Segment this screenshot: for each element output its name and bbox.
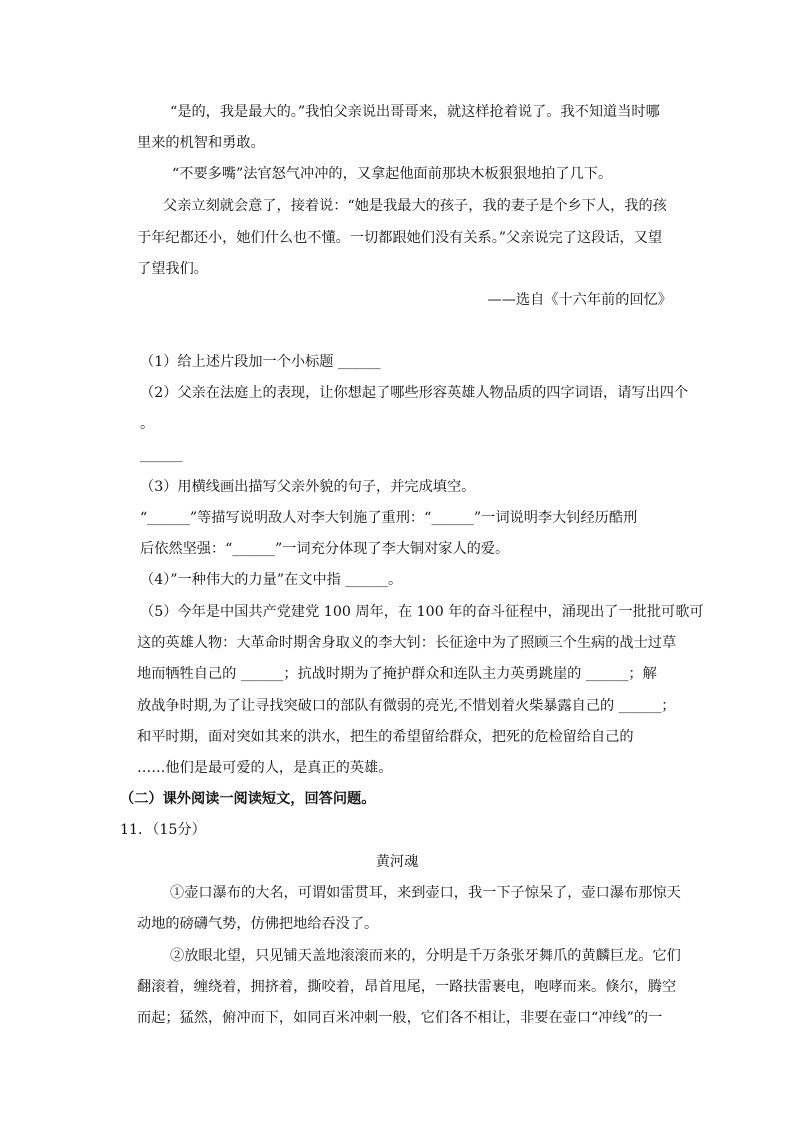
article-line-1: ①壶口瀑布的大名，可谓如雷贯耳，来到壶口，我一下子惊呆了，壶口瀑布那惊天 — [170, 885, 681, 901]
question-line-8: （4）”一种伟大的力量”在文中指 ______。 — [140, 572, 403, 588]
question-line-2: （2）父亲在法庭上的表现，让你想起了哪些形容英雄人物品质的四字词语，请写出四个 — [140, 385, 689, 401]
article-line-2: 动地的磅礴气势，仿佛把地给吞没了。 — [137, 916, 379, 932]
passage-line-3: “不要多嘴”法官怒气冲冲的，又拿起他面前那块木板狠狠地拍了几下。 — [172, 166, 613, 182]
question-line-9: （5）今年是中国共产党建党 100 周年，在 100 年的奋斗征程中，涌现出了一批批可歌可 — [140, 604, 704, 620]
question-line-12: 放战争时期,为了让寻找突破口的部队有微弱的亮光,不惜划着火柴暴露自己的 ______； — [137, 698, 676, 714]
question-line-10: 这的英雄人物：大革命时期舍身取义的李大钊：长征途中为了照顾三个生病的战士过草 — [137, 635, 677, 651]
question-line-11: 地而牺牲自己的 ______；抗战时期为了掩护群众和连队主力英勇跳崖的 ______；解 — [137, 666, 657, 682]
question-line-7: 后依然坚强：“______”一词充分体现了李大铜对家人的爱。 — [140, 541, 510, 557]
passage-source: ——选自《十六年前的回忆》 — [487, 292, 672, 308]
question-line-1: （1）给上述片段加一个小标题 ______ — [140, 354, 381, 370]
question-line-13: 和平时期，面对突如其来的洪水，把生的希望留给群众，把死的危检留给自己的 — [137, 729, 634, 745]
question-line-3: 。 — [140, 416, 155, 432]
article-line-4: 翻滚着，缠绕着，拥挤着，撕咬着，昂首甩尾，一路扶雷裹电，咆哮而来。倏尔，腾空 — [137, 979, 677, 995]
article-line-3: ②放眼北望，只见铺天盖地滚滚而来的，分明是千万条张牙舞爪的黄麟巨龙。它们 — [170, 948, 681, 964]
passage-line-6: 了望我们。 — [137, 261, 208, 277]
question-line-14: ……他们是最可爱的人，是真正的英雄。 — [137, 760, 393, 776]
question-line-6: “______”等描写说明敌人对李大钊施了重刑：“______”一词说明李大钊经历酷刑 — [140, 510, 638, 526]
passage-line-4: 父亲立刻就会意了，接着说：“她是我最大的孩子，我的妻子是个乡下人，我的孩 — [163, 198, 667, 214]
article-line-5: 而起；猛然，俯冲而下，如同百米冲刺一般，它们各不相让，非要在壶口“冲线”的一 — [137, 1010, 663, 1026]
passage-line-2: 里来的机智和勇敢。 — [137, 135, 265, 151]
question-line-5: （3）用横线画出描写父亲外貌的句子，并完成填空。 — [140, 479, 476, 495]
article-title: 黄河魂 — [375, 854, 419, 870]
passage-line-1: “是的，我是最大的。”我怕父亲说出哥哥来，就这样抢着说了。我不知道当时哪 — [170, 104, 660, 120]
question-number: 11．（15分） — [120, 822, 206, 838]
question-line-4: ______ — [140, 447, 183, 463]
section-heading: （二）课外阅读一阅读短文，回答问题。 — [120, 791, 376, 807]
passage-line-5: 于年纪都还小，她们什么也不懂。一切都跟她们没有关系。”父亲说完了这段话，又望 — [137, 230, 663, 246]
